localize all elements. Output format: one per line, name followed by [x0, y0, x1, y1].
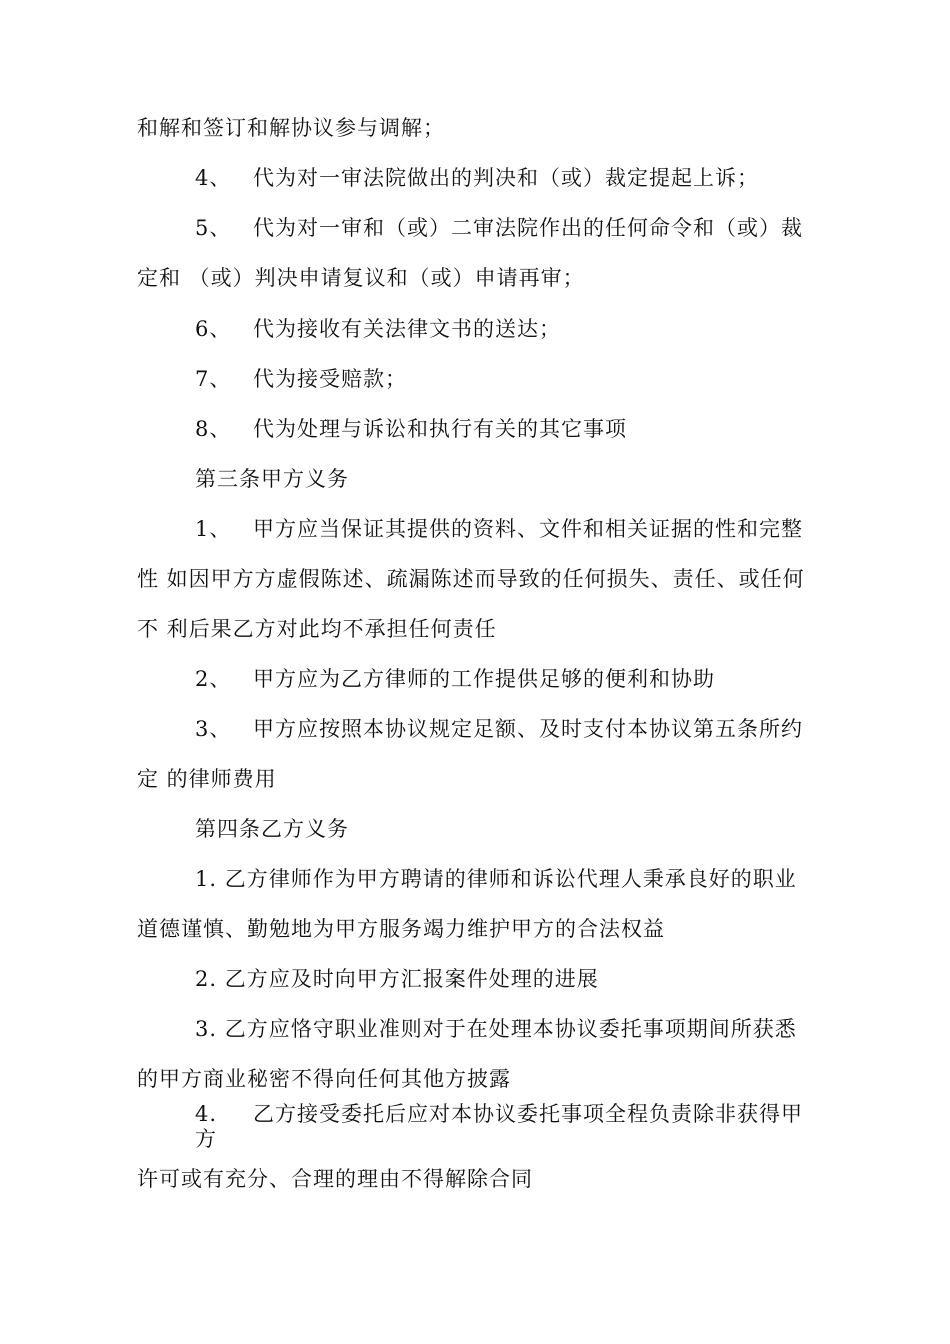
list-item	[195, 966, 599, 992]
list-number: 4、	[195, 166, 232, 190]
list-number: 6、	[195, 317, 232, 341]
text-line	[137, 616, 497, 642]
list-text: 乙方接受委托后应对本协议委托事项全程负责除非获得甲	[253, 1102, 803, 1126]
line-text: 的甲方商业秘密不得向任何其他方披露	[137, 1067, 511, 1091]
line-text: 不 利后果乙方对此均不承担任何责任	[137, 617, 497, 641]
list-text: 代为接受赔款；	[253, 367, 407, 391]
list-item	[195, 516, 803, 542]
text-line	[137, 916, 665, 942]
text-line	[195, 1126, 217, 1152]
list-item	[195, 716, 803, 742]
list-item	[195, 165, 759, 191]
list-number: 4.	[195, 1102, 218, 1126]
text-line	[137, 766, 277, 792]
line-text: 道德谨慎、勤勉地为甲方服务竭力维护甲方的合法权益	[137, 917, 665, 941]
list-number: 3、	[195, 717, 232, 741]
line-text: 性 如因甲方方虚假陈述、疏漏陈述而导致的任何损失、责任、或任何	[137, 567, 805, 591]
list-item	[195, 1101, 803, 1127]
list-item	[195, 215, 803, 241]
list-number: 1、	[195, 517, 232, 541]
text-line	[137, 1066, 511, 1092]
list-text: 代为接收有关法律文书的送达；	[253, 317, 561, 341]
heading-text: 第三条甲方义务	[195, 467, 349, 491]
list-item	[195, 666, 715, 692]
list-text: 甲方应当保证其提供的资料、文件和相关证据的性和完整	[253, 517, 803, 541]
list-number: 8、	[195, 417, 232, 441]
list-item	[195, 366, 407, 392]
list-number: 2、	[195, 667, 232, 691]
list-item	[195, 1016, 797, 1042]
heading-text: 第四条乙方义务	[195, 817, 349, 841]
list-text: 2. 乙方应及时向甲方汇报案件处理的进展	[195, 967, 599, 991]
text-line	[137, 1166, 533, 1192]
section-heading	[195, 816, 349, 842]
line-text: 许可或有充分、合理的理由不得解除合同	[137, 1167, 533, 1191]
list-number: 5、	[195, 216, 232, 240]
line-text: 方	[195, 1127, 217, 1151]
line-text: 定和 （或）判决申请复议和（或）申请再审；	[137, 266, 585, 290]
list-text: 代为对一审法院做出的判决和（或）裁定提起上诉；	[253, 166, 759, 190]
section-heading	[195, 466, 349, 492]
list-text: 1. 乙方律师作为甲方聘请的律师和诉讼代理人秉承良好的职业	[195, 867, 797, 891]
text-line	[137, 566, 805, 592]
text-line	[137, 265, 585, 291]
text-line	[137, 115, 445, 141]
list-text: 代为对一审和（或）二审法院作出的任何命令和（或）裁	[253, 216, 803, 240]
line-text: 定 的律师费用	[137, 767, 277, 791]
list-text: 甲方应为乙方律师的工作提供足够的便利和协助	[253, 667, 715, 691]
list-text: 甲方应按照本协议规定足额、及时支付本协议第五条所约	[253, 717, 803, 741]
list-item	[195, 416, 627, 442]
line-text: 和解和签订和解协议参与调解；	[137, 116, 445, 140]
list-number: 7、	[195, 367, 232, 391]
list-item	[195, 316, 561, 342]
list-item	[195, 866, 797, 892]
list-text: 代为处理与诉讼和执行有关的其它事项	[253, 417, 627, 441]
list-text: 3. 乙方应恪守职业准则对于在处理本协议委托事项期间所获悉	[195, 1017, 797, 1041]
